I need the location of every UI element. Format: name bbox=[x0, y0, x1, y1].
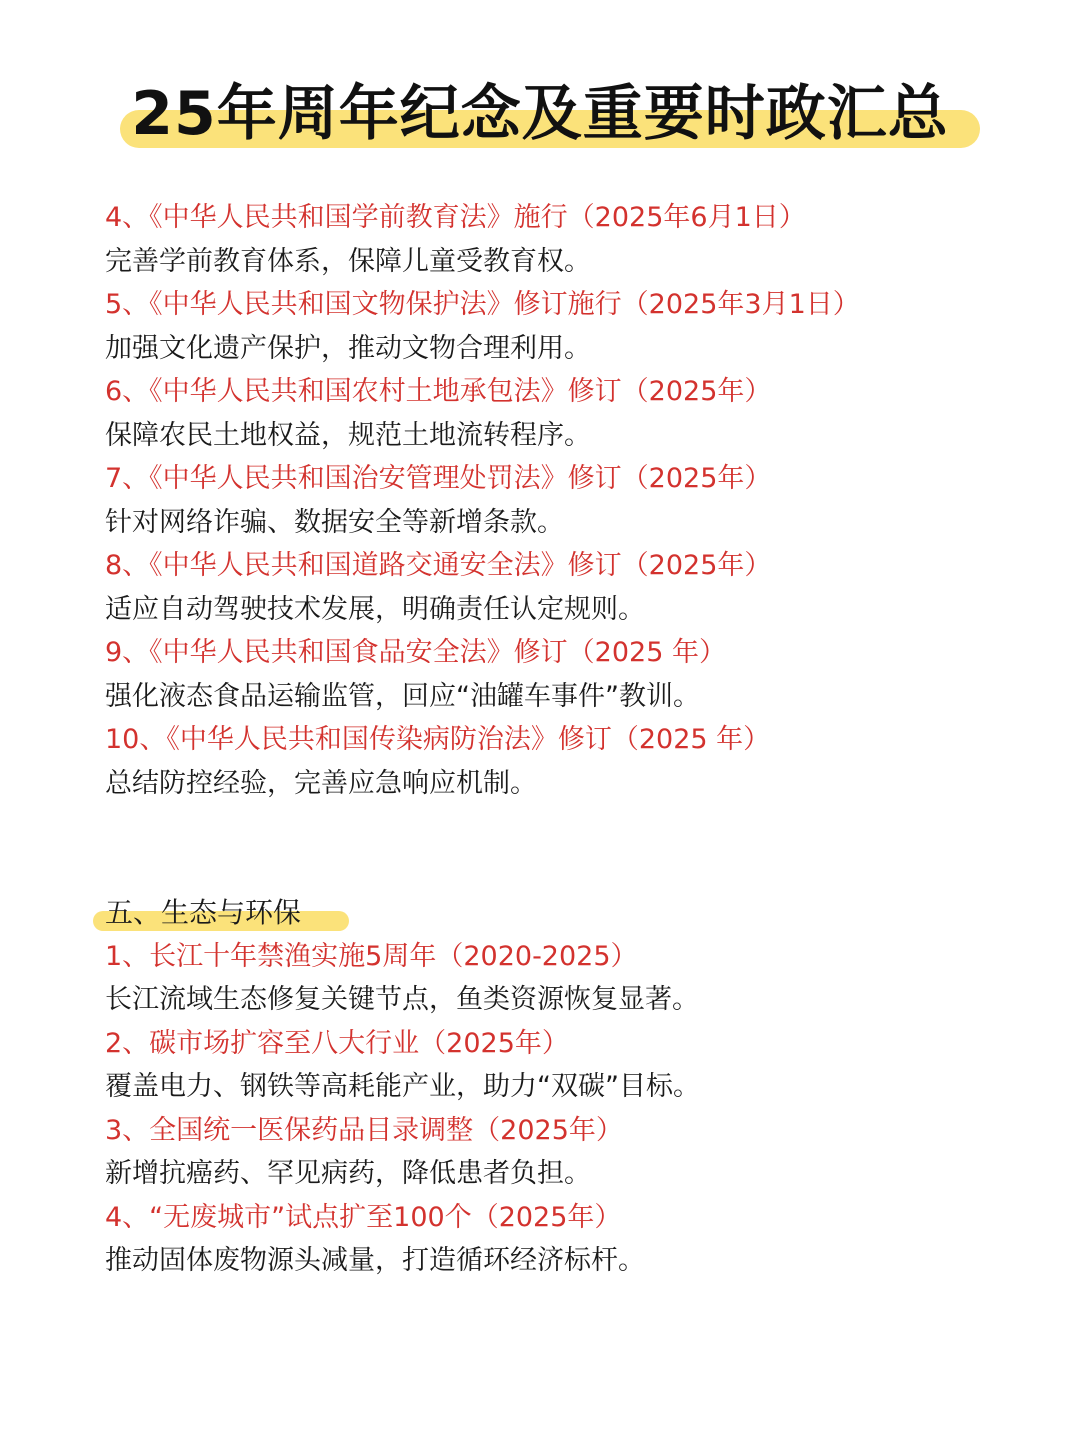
section-item-heading: 2、碳市场扩容至八大行业（2025年） bbox=[105, 1027, 569, 1059]
title-block bbox=[0, 60, 1080, 160]
item-desc: 适应自动驾驶技术发展，明确责任认定规则。 bbox=[105, 593, 645, 625]
item-heading: 9、《中华人民共和国食品安全法》修订（2025 年） bbox=[105, 637, 726, 668]
content bbox=[105, 196, 1045, 1283]
item-heading: 5、《中华人民共和国文物保护法》修订施行（2025年3月1日） bbox=[105, 289, 860, 320]
spacer bbox=[105, 805, 1045, 891]
section-item-heading: 4、“无废城市”试点扩至100个（2025年） bbox=[105, 1201, 622, 1233]
section-item-heading: 3、全国统一医保药品目录调整（2025年） bbox=[105, 1114, 623, 1146]
section-item-desc: 覆盖电力、钢铁等高耗能产业，助力“双碳”目标。 bbox=[105, 1071, 700, 1102]
item-heading: 10、《中华人民共和国传染病防治法》修订（2025 年） bbox=[105, 724, 771, 755]
item-heading: 4、《中华人民共和国学前教育法》施行（2025年6月1日） bbox=[105, 202, 806, 233]
item-heading: 8、《中华人民共和国道路交通安全法》修订（2025年） bbox=[105, 550, 772, 581]
item-heading: 6、《中华人民共和国农村土地承包法》修订（2025年） bbox=[105, 376, 772, 407]
item-desc: 强化液态食品运输监管，回应“油罐车事件”教训。 bbox=[105, 680, 700, 712]
item-desc: 加强文化遗产保护，推动文物合理利用。 bbox=[105, 332, 591, 364]
item-desc: 完善学前教育体系，保障儿童受教育权。 bbox=[105, 245, 591, 277]
page-title: 25年周年纪念及重要时政汇总 bbox=[131, 79, 949, 149]
section-item-heading: 1、长江十年禁渔实施5周年（2020-2025） bbox=[105, 940, 638, 972]
section-item-desc: 推动固体废物源头减量，打造循环经济标杆。 bbox=[105, 1245, 645, 1276]
section-title: 五、生态与环保 bbox=[105, 896, 302, 929]
item-desc: 针对网络诈骗、数据安全等新增条款。 bbox=[105, 506, 564, 538]
section-item-desc: 长江流域生态修复关键节点，鱼类资源恢复显著。 bbox=[105, 984, 699, 1015]
item-desc: 保障农民土地权益，规范土地流转程序。 bbox=[105, 419, 591, 451]
item-heading: 7、《中华人民共和国治安管理处罚法》修订（2025年） bbox=[105, 463, 772, 494]
item-desc: 总结防控经验，完善应急响应机制。 bbox=[105, 767, 537, 799]
section-item-desc: 新增抗癌药、罕见病药，降低患者负担。 bbox=[105, 1158, 591, 1189]
section-heading bbox=[105, 891, 1045, 935]
